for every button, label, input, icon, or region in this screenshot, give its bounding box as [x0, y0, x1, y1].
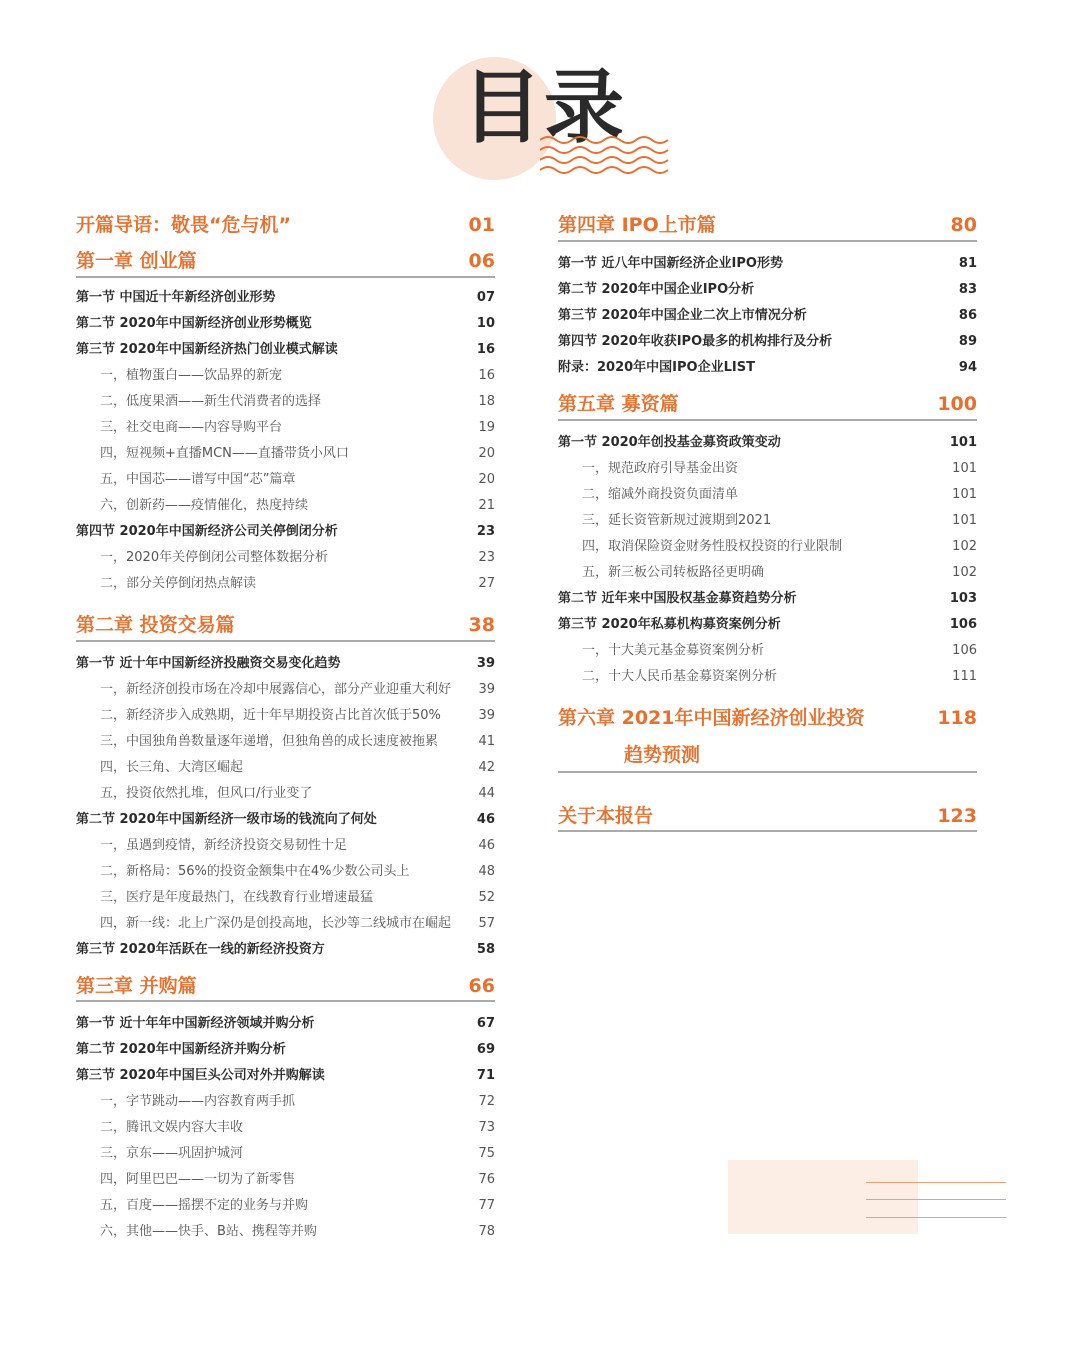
toc-section-entry[interactable]	[558, 278, 977, 297]
toc-entry-label: 第二节 近年来中国股权基金募资趋势分析	[558, 591, 797, 606]
toc-intro[interactable]: 开篇导语：敬畏“危与机” 01	[76, 214, 495, 236]
toc-item-entry[interactable]	[76, 860, 495, 879]
toc-entry-page: 103	[949, 591, 977, 606]
toc-entry-page: 101	[952, 513, 977, 528]
toc-item-entry[interactable]	[558, 457, 977, 476]
toc-entry-label: 一，字节跳动——内容教育两手抓	[100, 1094, 296, 1109]
toc-entry-label: 第三节 2020年中国巨头公司对外并购解读	[76, 1068, 325, 1083]
toc-entry-page: 89	[958, 334, 977, 349]
toc-entry-page: 46	[478, 838, 495, 853]
toc-entry-label: 四，新一线：北上广深仍是创投高地，长沙等二线城市在崛起	[100, 916, 452, 931]
toc-section-entry[interactable]	[76, 520, 495, 539]
toc-entry-label: 二，新经济步入成熟期，近十年早期投资占比首次低于50%	[100, 708, 441, 723]
toc-entry-label: 四，短视频+直播MCN——直播带货小风口	[100, 446, 349, 461]
toc-entry-label: 第二节 2020年中国新经济一级市场的钱流向了何处	[76, 812, 377, 827]
toc-item-entry[interactable]	[76, 390, 495, 409]
toc-entry-label: 四，取消保险资金财务性股权投资的行业限制	[582, 539, 843, 554]
toc-item-entry[interactable]	[76, 1168, 495, 1187]
toc-entry-label: 第一节 近十年中国新经济投融资交易变化趋势	[76, 656, 341, 671]
toc-entry-page: 81	[958, 256, 977, 271]
toc-entry-label: 第二节 2020年中国新经济并购分析	[76, 1042, 286, 1057]
toc-item-entry[interactable]	[76, 1090, 495, 1109]
toc-item-entry[interactable]	[76, 572, 495, 591]
toc-entry-page: 41	[478, 734, 495, 749]
toc-entry-label: 五，新三板公司转板路径更明确	[582, 565, 765, 580]
toc-entry-label: 第一节 中国近十年新经济创业形势	[76, 290, 276, 305]
toc-entry-label: 第四节 2020年收获IPO最多的机构排行及分析	[558, 334, 833, 349]
toc-entry-label: 二，十大人民币基金募资案例分析	[582, 669, 778, 684]
chapter-divider	[76, 640, 495, 642]
toc-item-entry[interactable]	[76, 886, 495, 905]
toc-entry-label: 一，2020年关停倒闭公司整体数据分析	[100, 550, 329, 565]
toc-chapter-5[interactable]: 第五章 募资篇 100	[558, 393, 977, 415]
toc-entry-label: 五，中国芯——谱写中国“芯”篇章	[100, 472, 296, 487]
toc-entry-page: 16	[476, 342, 495, 357]
toc-entry-label: 三，社交电商——内容导购平台	[100, 420, 283, 435]
toc-entry-label: 三，京东——巩固护城河	[100, 1146, 244, 1161]
toc-section-entry[interactable]	[558, 304, 977, 323]
toc-entry-label: 四，阿里巴巴——一切为了新零售	[100, 1172, 296, 1187]
toc-entry-label: 第一节 近八年中国新经济企业IPO形势	[558, 256, 783, 271]
toc-section-entry[interactable]	[76, 938, 495, 957]
toc-item-entry[interactable]	[76, 1142, 495, 1161]
toc-entry-label: 四，长三角、大湾区崛起	[100, 760, 244, 775]
toc-item-entry[interactable]	[76, 912, 495, 931]
toc-chapter-2[interactable]: 第二章 投资交易篇 38	[76, 614, 495, 636]
toc-chapter-4[interactable]: 第四章 IPO上市篇 80	[558, 214, 977, 236]
toc-chapter-1[interactable]: 第一章 创业篇 06	[76, 250, 495, 272]
toc-item-entry[interactable]	[76, 730, 495, 749]
toc-entry-label: 第一节 2020年创投基金募资政策变动	[558, 435, 781, 450]
toc-entry-page: 10	[476, 316, 495, 331]
toc-entry-page: 23	[476, 524, 495, 539]
toc-item-entry[interactable]	[558, 639, 977, 658]
chapter-divider	[558, 419, 977, 421]
toc-section-entry[interactable]	[558, 330, 977, 349]
toc-chapter-6[interactable]: 第六章 2021年中国新经济创业投资 118	[558, 707, 977, 729]
toc-entry-page: 44	[478, 786, 495, 801]
toc-entry-label: 第三节 2020年活跃在一线的新经济投资方	[76, 942, 325, 957]
toc-entry-page: 16	[478, 368, 495, 383]
toc-entry-label: 第三节 2020年中国新经济热门创业模式解读	[76, 342, 338, 357]
toc-item-entry[interactable]	[76, 782, 495, 801]
toc-entry-page: 48	[478, 864, 495, 879]
toc-entry-label: 二，缩减外商投资负面清单	[582, 487, 739, 502]
toc-entry-label: 一，植物蛋白——饮品界的新宠	[100, 368, 283, 383]
toc-item-entry[interactable]	[76, 834, 495, 853]
toc-chapter-6-subtitle: 趋势预测	[624, 744, 701, 766]
toc-entry-label: 第二节 2020年中国新经济创业形势概览	[76, 316, 312, 331]
toc-item-entry[interactable]	[558, 665, 977, 684]
toc-entry-page: 75	[478, 1146, 495, 1161]
toc-section-entry[interactable]	[76, 286, 495, 305]
toc-entry-page: 58	[476, 942, 495, 957]
toc-section-entry[interactable]	[558, 356, 977, 375]
toc-entry-page: 39	[478, 708, 495, 723]
toc-entry-page: 106	[952, 643, 977, 658]
chapter-divider	[558, 830, 977, 832]
toc-section-entry[interactable]	[76, 652, 495, 671]
toc-item-entry[interactable]	[76, 1116, 495, 1135]
toc-entry-page: 57	[478, 916, 495, 931]
toc-item-entry[interactable]	[76, 1194, 495, 1213]
toc-entry-label: 六，其他——快手、B站、携程等并购	[100, 1224, 317, 1239]
toc-entry-label: 第三节 2020年私募机构募资案例分析	[558, 617, 781, 632]
toc-item-entry[interactable]	[558, 483, 977, 502]
toc-entry-page: 69	[476, 1042, 495, 1057]
toc-entry-page: 18	[478, 394, 495, 409]
toc-item-entry[interactable]	[76, 364, 495, 383]
toc-entry-label: 二，低度果酒——新生代消费者的选择	[100, 394, 322, 409]
decor-line	[866, 1182, 1006, 1183]
toc-entry-page: 94	[958, 360, 977, 375]
toc-entry-label: 一，十大美元基金募资案例分析	[582, 643, 765, 658]
toc-entry-page: 27	[478, 576, 495, 591]
toc-entry-page: 07	[476, 290, 495, 305]
toc-entry-label: 第三节 2020年中国企业二次上市情况分析	[558, 308, 807, 323]
toc-item-entry[interactable]	[76, 416, 495, 435]
toc-entry-page: 20	[478, 472, 495, 487]
toc-entry-page: 39	[476, 656, 495, 671]
toc-section-entry[interactable]	[558, 252, 977, 271]
toc-entry-page: 102	[952, 539, 977, 554]
toc-entry-label: 一，虽遇到疫情，新经济投资交易韧性十足	[100, 838, 348, 853]
toc-entry-label: 一，规范政府引导基金出资	[582, 461, 739, 476]
toc-entry-label: 二，新格局：56%的投资金额集中在4%少数公司头上	[100, 864, 410, 879]
toc-section-entry[interactable]	[76, 1038, 495, 1057]
toc-entry-page: 106	[949, 617, 977, 632]
toc-entry-page: 73	[478, 1120, 495, 1135]
toc-entry-label: 六，创新药——疫情催化，热度持续	[100, 498, 309, 513]
chapter-divider	[558, 240, 977, 242]
toc-entry-page: 19	[478, 420, 495, 435]
toc-chapter-3[interactable]: 第三章 并购篇 66	[76, 975, 495, 997]
decor-block	[728, 1160, 918, 1234]
toc-entry-page: 67	[476, 1016, 495, 1031]
toc-item-entry[interactable]	[558, 535, 977, 554]
decor-line	[866, 1217, 1006, 1218]
toc-entry-label: 二，腾讯文娱内容大丰收	[100, 1120, 244, 1135]
toc-entry-label: 附录：2020年中国IPO企业LIST	[558, 360, 755, 375]
wave-decor-icon	[540, 132, 670, 182]
chapter-divider	[76, 276, 495, 278]
toc-section-entry[interactable]	[558, 587, 977, 606]
toc-entry-label: 二，部分关停倒闭热点解读	[100, 576, 257, 591]
toc-entry-label: 三，延长资管新规过渡期到2021	[582, 513, 772, 528]
toc-entry-page: 52	[478, 890, 495, 905]
toc-entry-page: 72	[478, 1094, 495, 1109]
toc-item-entry[interactable]	[76, 442, 495, 461]
toc-entry-page: 111	[952, 669, 977, 684]
toc-entry-page: 77	[478, 1198, 495, 1213]
toc-entry-page: 71	[476, 1068, 495, 1083]
toc-item-entry[interactable]	[558, 509, 977, 528]
toc-entry-page: 101	[952, 487, 977, 502]
toc-entry-page: 39	[478, 682, 495, 697]
toc-entry-page: 46	[476, 812, 495, 827]
toc-section-entry[interactable]	[76, 312, 495, 331]
toc-section-entry[interactable]	[558, 431, 977, 450]
toc-section-entry[interactable]	[76, 1012, 495, 1031]
toc-entry-page: 83	[958, 282, 977, 297]
toc-entry-page: 86	[958, 308, 977, 323]
page-title: 目录	[462, 61, 626, 154]
toc-section-entry[interactable]	[558, 613, 977, 632]
toc-entry-page: 78	[478, 1224, 495, 1239]
decor-line	[866, 1199, 1006, 1200]
toc-item-entry[interactable]	[558, 561, 977, 580]
toc-entry-page: 21	[478, 498, 495, 513]
toc-entry-label: 第二节 2020年中国企业IPO分析	[558, 282, 755, 297]
chapter-divider	[76, 1000, 495, 1002]
toc-section-entry[interactable]	[76, 808, 495, 827]
toc-item-entry[interactable]	[76, 678, 495, 697]
toc-item-entry[interactable]	[76, 756, 495, 775]
toc-item-entry[interactable]	[76, 494, 495, 513]
toc-item-entry[interactable]	[76, 1220, 495, 1239]
chapter-divider	[558, 771, 977, 773]
toc-entry-page: 76	[478, 1172, 495, 1187]
toc-entry-page: 102	[952, 565, 977, 580]
toc-section-entry[interactable]	[76, 1064, 495, 1083]
toc-entry-page: 101	[952, 461, 977, 476]
toc-entry-label: 一，新经济创投市场在冷却中展露信心，部分产业迎重大利好	[100, 682, 452, 697]
toc-entry-label: 三，医疗是年度最热门，在线教育行业增速最猛	[100, 890, 374, 905]
toc-about-report[interactable]: 关于本报告 123	[558, 805, 977, 827]
toc-entry-label: 三，中国独角兽数量逐年递增，但独角兽的成长速度被拖累	[100, 734, 439, 749]
toc-entry-page: 101	[949, 435, 977, 450]
toc-item-entry[interactable]	[76, 704, 495, 723]
toc-entry-label: 第一节 近十年年中国新经济领域并购分析	[76, 1016, 315, 1031]
toc-entry-label: 第四节 2020年中国新经济公司关停倒闭分析	[76, 524, 338, 539]
toc-section-entry[interactable]	[76, 338, 495, 357]
toc-item-entry[interactable]	[76, 468, 495, 487]
toc-entry-page: 42	[478, 760, 495, 775]
toc-entry-label: 五，百度——摇摆不定的业务与并购	[100, 1198, 309, 1213]
toc-entry-page: 20	[478, 446, 495, 461]
toc-item-entry[interactable]	[76, 546, 495, 565]
toc-entry-label: 五，投资依然扎堆，但风口/行业变了	[100, 786, 313, 801]
toc-entry-page: 23	[478, 550, 495, 565]
